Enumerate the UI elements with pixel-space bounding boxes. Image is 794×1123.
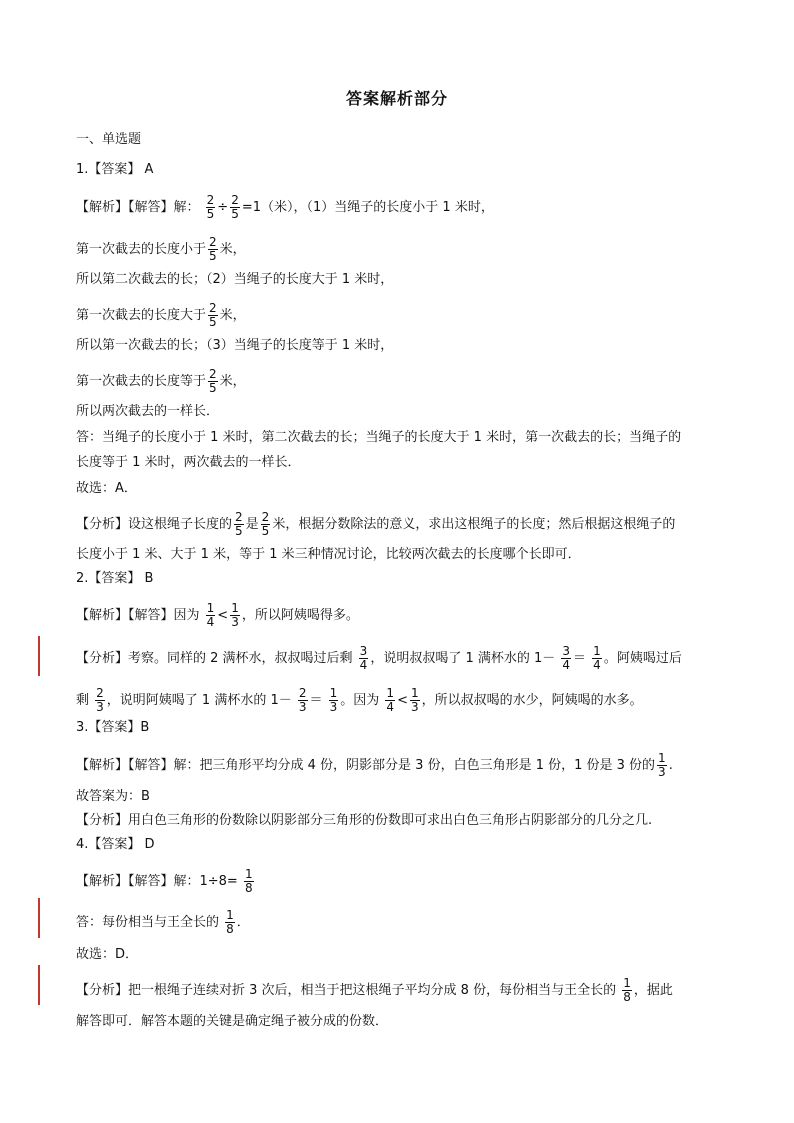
less-than-sign: <	[397, 693, 408, 708]
fraction: $\frac{2}{5}$	[209, 367, 217, 395]
section-heading: 一、单选题	[76, 132, 142, 147]
margin-revision-mark	[38, 898, 40, 938]
text: ，所以叔叔喝的水少，阿姨喝的水多。	[421, 693, 643, 708]
text: .	[668, 758, 673, 773]
fraction: $\frac{2}{5}$	[209, 301, 217, 329]
fraction: $\frac{2}{5}$	[261, 510, 270, 538]
q4-analysis-cont: 解答即可．解答本题的关键是确定绳子被分成的份数．	[76, 1014, 389, 1029]
q3-analysis: 【分析】用白色三角形的份数除以阴影部分三角形的份数即可求出白色三角形占阴影部分的几分之几.	[76, 813, 653, 828]
q1-line-4	[76, 302, 736, 329]
text: 第一次截去的长度小于	[76, 242, 207, 257]
q1-explain-line	[76, 194, 736, 221]
q3-conclusion: 故答案为：B	[76, 789, 150, 804]
q2-analysis	[76, 645, 736, 672]
margin-revision-mark	[38, 965, 40, 1005]
q1-analysis-cont: 长度小于 1 米、大于 1 米，等于 1 米三种情况讨论，比较两次截去的长度哪个长即可．	[76, 547, 581, 562]
fraction: $\frac{1}{3}$	[231, 601, 239, 629]
text: 剩	[76, 693, 94, 708]
q1-line-9: 长度等于 1 米时，两次截去的一样长．	[76, 455, 301, 470]
q3-answer: 3.【答案】B	[76, 720, 150, 735]
equals-sign: ＝	[573, 651, 591, 666]
q1-line-6	[76, 368, 736, 395]
text: 是	[245, 517, 259, 532]
fraction: $\frac{1}{4}$	[206, 601, 215, 629]
q1-explain-prefix: 【解析】【解答】解：	[76, 200, 200, 215]
margin-revision-mark	[38, 636, 40, 676]
q4-conclusion: 故选：D．	[76, 947, 139, 962]
text: 米，	[219, 374, 246, 389]
fraction: $\frac{2}{5}$	[209, 235, 217, 263]
text: 【解析】【解答】因为	[76, 608, 204, 623]
fraction: $\frac{3}{4}$	[562, 644, 571, 672]
q1-line-10: 故选：A．	[76, 481, 137, 496]
text: 。因为	[340, 693, 384, 708]
fraction: $\frac{2}{5}$	[206, 193, 215, 221]
q1-explain-suffix: =1（米），（1）当绳子的长度小于 1 米时，	[241, 200, 494, 215]
equals-sign: ＝	[309, 693, 327, 708]
fraction: $\frac{1}{8}$	[244, 867, 253, 895]
divide-sign: ÷	[217, 200, 229, 215]
q2-answer: 2.【答案】 B	[76, 571, 154, 586]
less-than-sign: <	[217, 608, 229, 623]
text: 米，	[219, 242, 246, 257]
fraction: $\frac{1}{4}$	[593, 644, 601, 672]
fraction: $\frac{2}{3}$	[298, 686, 307, 714]
text: ，说明阿姨喝了 1 满杯水的 1－	[106, 693, 296, 708]
q2-analysis-cont	[76, 687, 736, 714]
fraction: $\frac{1}{8}$	[623, 976, 631, 1004]
q1-analysis	[76, 511, 736, 538]
q2-explain	[76, 602, 736, 629]
text: ，说明叔叔喝了 1 满杯水的 1－	[370, 651, 560, 666]
text: 【分析】设这根绳子长度的	[76, 517, 233, 532]
page-title: 答案解析部分	[345, 89, 448, 108]
text: 米，根据分数除法的意义，求出这根绳子的长度；然后根据这根绳子的	[272, 517, 676, 532]
fraction: $\frac{1}{3}$	[329, 686, 338, 714]
fraction: $\frac{1}{4}$	[386, 686, 395, 714]
fraction: $\frac{2}{5}$	[235, 510, 243, 538]
q1-answer: 1.【答案】 A	[76, 162, 154, 177]
text: 第一次截去的长度大于	[76, 308, 207, 323]
q1-line-2	[76, 236, 736, 263]
text: ，所以阿姨喝得多。	[241, 608, 359, 623]
text: ，据此	[633, 983, 673, 998]
q4-explain	[76, 868, 736, 895]
fraction: $\frac{1}{3}$	[410, 686, 419, 714]
text: ．	[236, 915, 250, 930]
text: 【分析】考察。同样的 2 满杯水，叔叔喝过后剩	[76, 651, 357, 666]
fraction: $\frac{1}{8}$	[226, 908, 234, 936]
fraction: $\frac{2}{5}$	[231, 193, 239, 221]
text: 【解析】【解答】解：1÷8=	[76, 874, 242, 889]
fraction: $\frac{2}{3}$	[96, 686, 104, 714]
q1-line-7: 所以两次截去的一样长．	[76, 404, 220, 419]
q1-line-5: 所以第一次截去的长；（3）当绳子的长度等于 1 米时，	[76, 338, 394, 353]
q1-line-3: 所以第二次截去的长；（2）当绳子的长度大于 1 米时，	[76, 272, 394, 287]
q3-explain	[76, 752, 736, 779]
text: 答：每份相当与王全长的	[76, 915, 224, 930]
text: 【分析】把一根绳子连续对折 3 次后，相当于把这根绳子平均分成 8 份，每份相当与王全长的	[76, 983, 621, 998]
q4-answer: 4.【答案】 D	[76, 837, 155, 852]
q1-line-8: 答：当绳子的长度小于 1 米时，第二次截去的长；当绳子的长度大于 1 米时，第一次截去的长；当绳子的	[76, 430, 682, 445]
text: 。阿姨喝过后	[603, 651, 682, 666]
text: 第一次截去的长度等于	[76, 374, 207, 389]
q4-reply	[76, 909, 736, 936]
fraction: $\frac{1}{3}$	[658, 751, 666, 779]
text: 米，	[219, 308, 246, 323]
text: 【解析】【解答】解：把三角形平均分成 4 份，阴影部分是 3 份，白色三角形是 1 份，1 份是 3 份的	[76, 758, 656, 773]
q4-analysis	[76, 977, 736, 1004]
fraction: $\frac{3}{4}$	[359, 644, 368, 672]
